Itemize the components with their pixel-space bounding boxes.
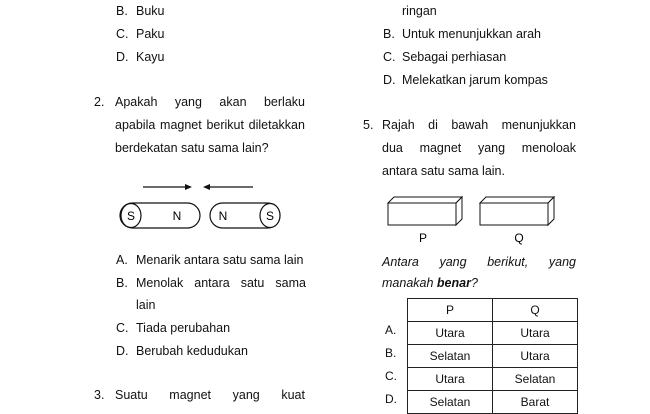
word: Suatu: [115, 388, 148, 402]
option-letter: D.: [116, 50, 129, 64]
q2-option-b: [116, 276, 306, 292]
option-letter: B.: [383, 27, 395, 41]
q2-option-c: [116, 321, 231, 335]
prompt-text: ?: [470, 276, 478, 290]
table-cell: Utara: [408, 322, 493, 345]
word: yang: [174, 95, 202, 109]
option-text: [136, 276, 306, 290]
table-row: [408, 368, 578, 391]
word: diletakkan: [248, 118, 305, 132]
option-letter: A.: [116, 253, 128, 267]
pole-label: S: [126, 209, 136, 223]
word: berikut: [206, 118, 244, 132]
table-row-label: A.: [385, 323, 397, 337]
q2-option-d: [116, 344, 248, 358]
table-row-label: C.: [385, 369, 397, 383]
table-header-p: P: [408, 299, 493, 322]
option-text: Buku: [136, 4, 165, 18]
table-row-label: D.: [385, 392, 397, 406]
option-letter: C.: [383, 50, 396, 64]
magnet-left: [120, 203, 200, 228]
q1-option-c: [116, 27, 165, 41]
table-cell: Barat: [493, 391, 578, 414]
word: Menolak: [136, 276, 184, 290]
q5-line-2: [382, 141, 576, 155]
word: sama: [275, 276, 306, 290]
table-row: [408, 345, 578, 368]
bar-magnet-q: [480, 197, 554, 225]
word: Rajah: [382, 118, 415, 132]
word: menunjukkan: [501, 118, 576, 132]
q5-line-1: [382, 118, 576, 132]
option-text: Berubah kedudukan: [136, 344, 248, 358]
q5-prompt-line-1: [382, 255, 576, 269]
q2-line-3: berdekatan satu sama lain?: [115, 141, 269, 155]
table-row: [408, 391, 578, 414]
word: bawah: [451, 118, 489, 132]
word: berlaku: [263, 95, 305, 109]
option-letter: C.: [116, 321, 129, 335]
word: yang: [439, 255, 467, 269]
magnet-right: [210, 203, 280, 228]
word: apabila: [115, 118, 156, 132]
word: dua: [382, 141, 403, 155]
option-text: Tiada perubahan: [136, 321, 231, 335]
option-letter: C.: [116, 27, 129, 41]
q4-option-c: [383, 50, 507, 64]
pole-label: S: [265, 209, 275, 223]
word: magnet: [169, 388, 211, 402]
q5-answer-table: [407, 298, 578, 414]
option-text: Kayu: [136, 50, 165, 64]
option-letter: B.: [116, 4, 128, 18]
q5-number: 5.: [363, 118, 374, 132]
table-row-label: B.: [385, 346, 397, 360]
pole-label: N: [172, 209, 182, 223]
option-letter: D.: [116, 344, 129, 358]
word: satu: [240, 276, 265, 290]
word: menoloak: [521, 141, 576, 155]
q4-option-d: [383, 73, 548, 87]
prompt-text: manakah: [382, 276, 437, 290]
option-letter: B.: [116, 276, 128, 290]
q5-bar-magnets-diagram: [384, 193, 564, 247]
word: magnet: [160, 118, 202, 132]
q2-option-b-cont: lain: [136, 298, 156, 312]
q2-magnet-diagram: [110, 176, 290, 232]
table-header-q: Q: [493, 299, 578, 322]
q2-line-1: [115, 95, 305, 109]
table-cell: Selatan: [408, 345, 493, 368]
option-letter: D.: [383, 73, 396, 87]
word: berikut,: [487, 255, 529, 269]
prompt-bold-word: benar: [436, 276, 471, 290]
q2-line-2: [115, 118, 305, 132]
q3-number: 3.: [94, 388, 105, 402]
word: antara: [194, 276, 230, 290]
table-cell: Selatan: [493, 368, 578, 391]
arrow-left-icon: [203, 184, 253, 190]
table-cell: Selatan: [408, 391, 493, 414]
word: yang: [477, 141, 506, 155]
q2-number: 2.: [94, 95, 105, 109]
word: Antara: [382, 255, 419, 269]
pole-label: N: [218, 209, 228, 223]
word: magnet: [419, 141, 462, 155]
q4-cont: ringan: [402, 4, 437, 18]
q4-option-b: [383, 27, 541, 41]
word: di: [428, 118, 438, 132]
magnet-label-p: P: [418, 231, 428, 245]
word: akan: [219, 95, 247, 109]
table-header-row: [408, 299, 578, 322]
option-text: Menarik antara satu sama lain: [136, 253, 304, 267]
option-text: Untuk menunjukkan arah: [402, 27, 541, 41]
option-text: Sebagai perhiasan: [402, 50, 507, 64]
q1-option-b: [116, 4, 165, 18]
bar-magnet-p: [388, 197, 462, 225]
word: kuat: [281, 388, 305, 402]
table-cell: Utara: [408, 368, 493, 391]
table-cell: Utara: [493, 345, 578, 368]
word: Apakah: [115, 95, 158, 109]
q5-line-3: antara satu sama lain.: [382, 164, 505, 178]
option-text: Melekatkan jarum kompas: [402, 73, 548, 87]
table-row: [408, 322, 578, 345]
table-cell: Utara: [493, 322, 578, 345]
option-text: Paku: [136, 27, 165, 41]
q5-prompt-line-2: [382, 276, 478, 290]
word: yang: [232, 388, 260, 402]
arrow-right-icon: [143, 184, 192, 190]
q2-option-a: [116, 253, 304, 267]
magnet-label-q: Q: [514, 231, 524, 245]
q1-option-d: [116, 50, 165, 64]
word: yang: [548, 255, 576, 269]
